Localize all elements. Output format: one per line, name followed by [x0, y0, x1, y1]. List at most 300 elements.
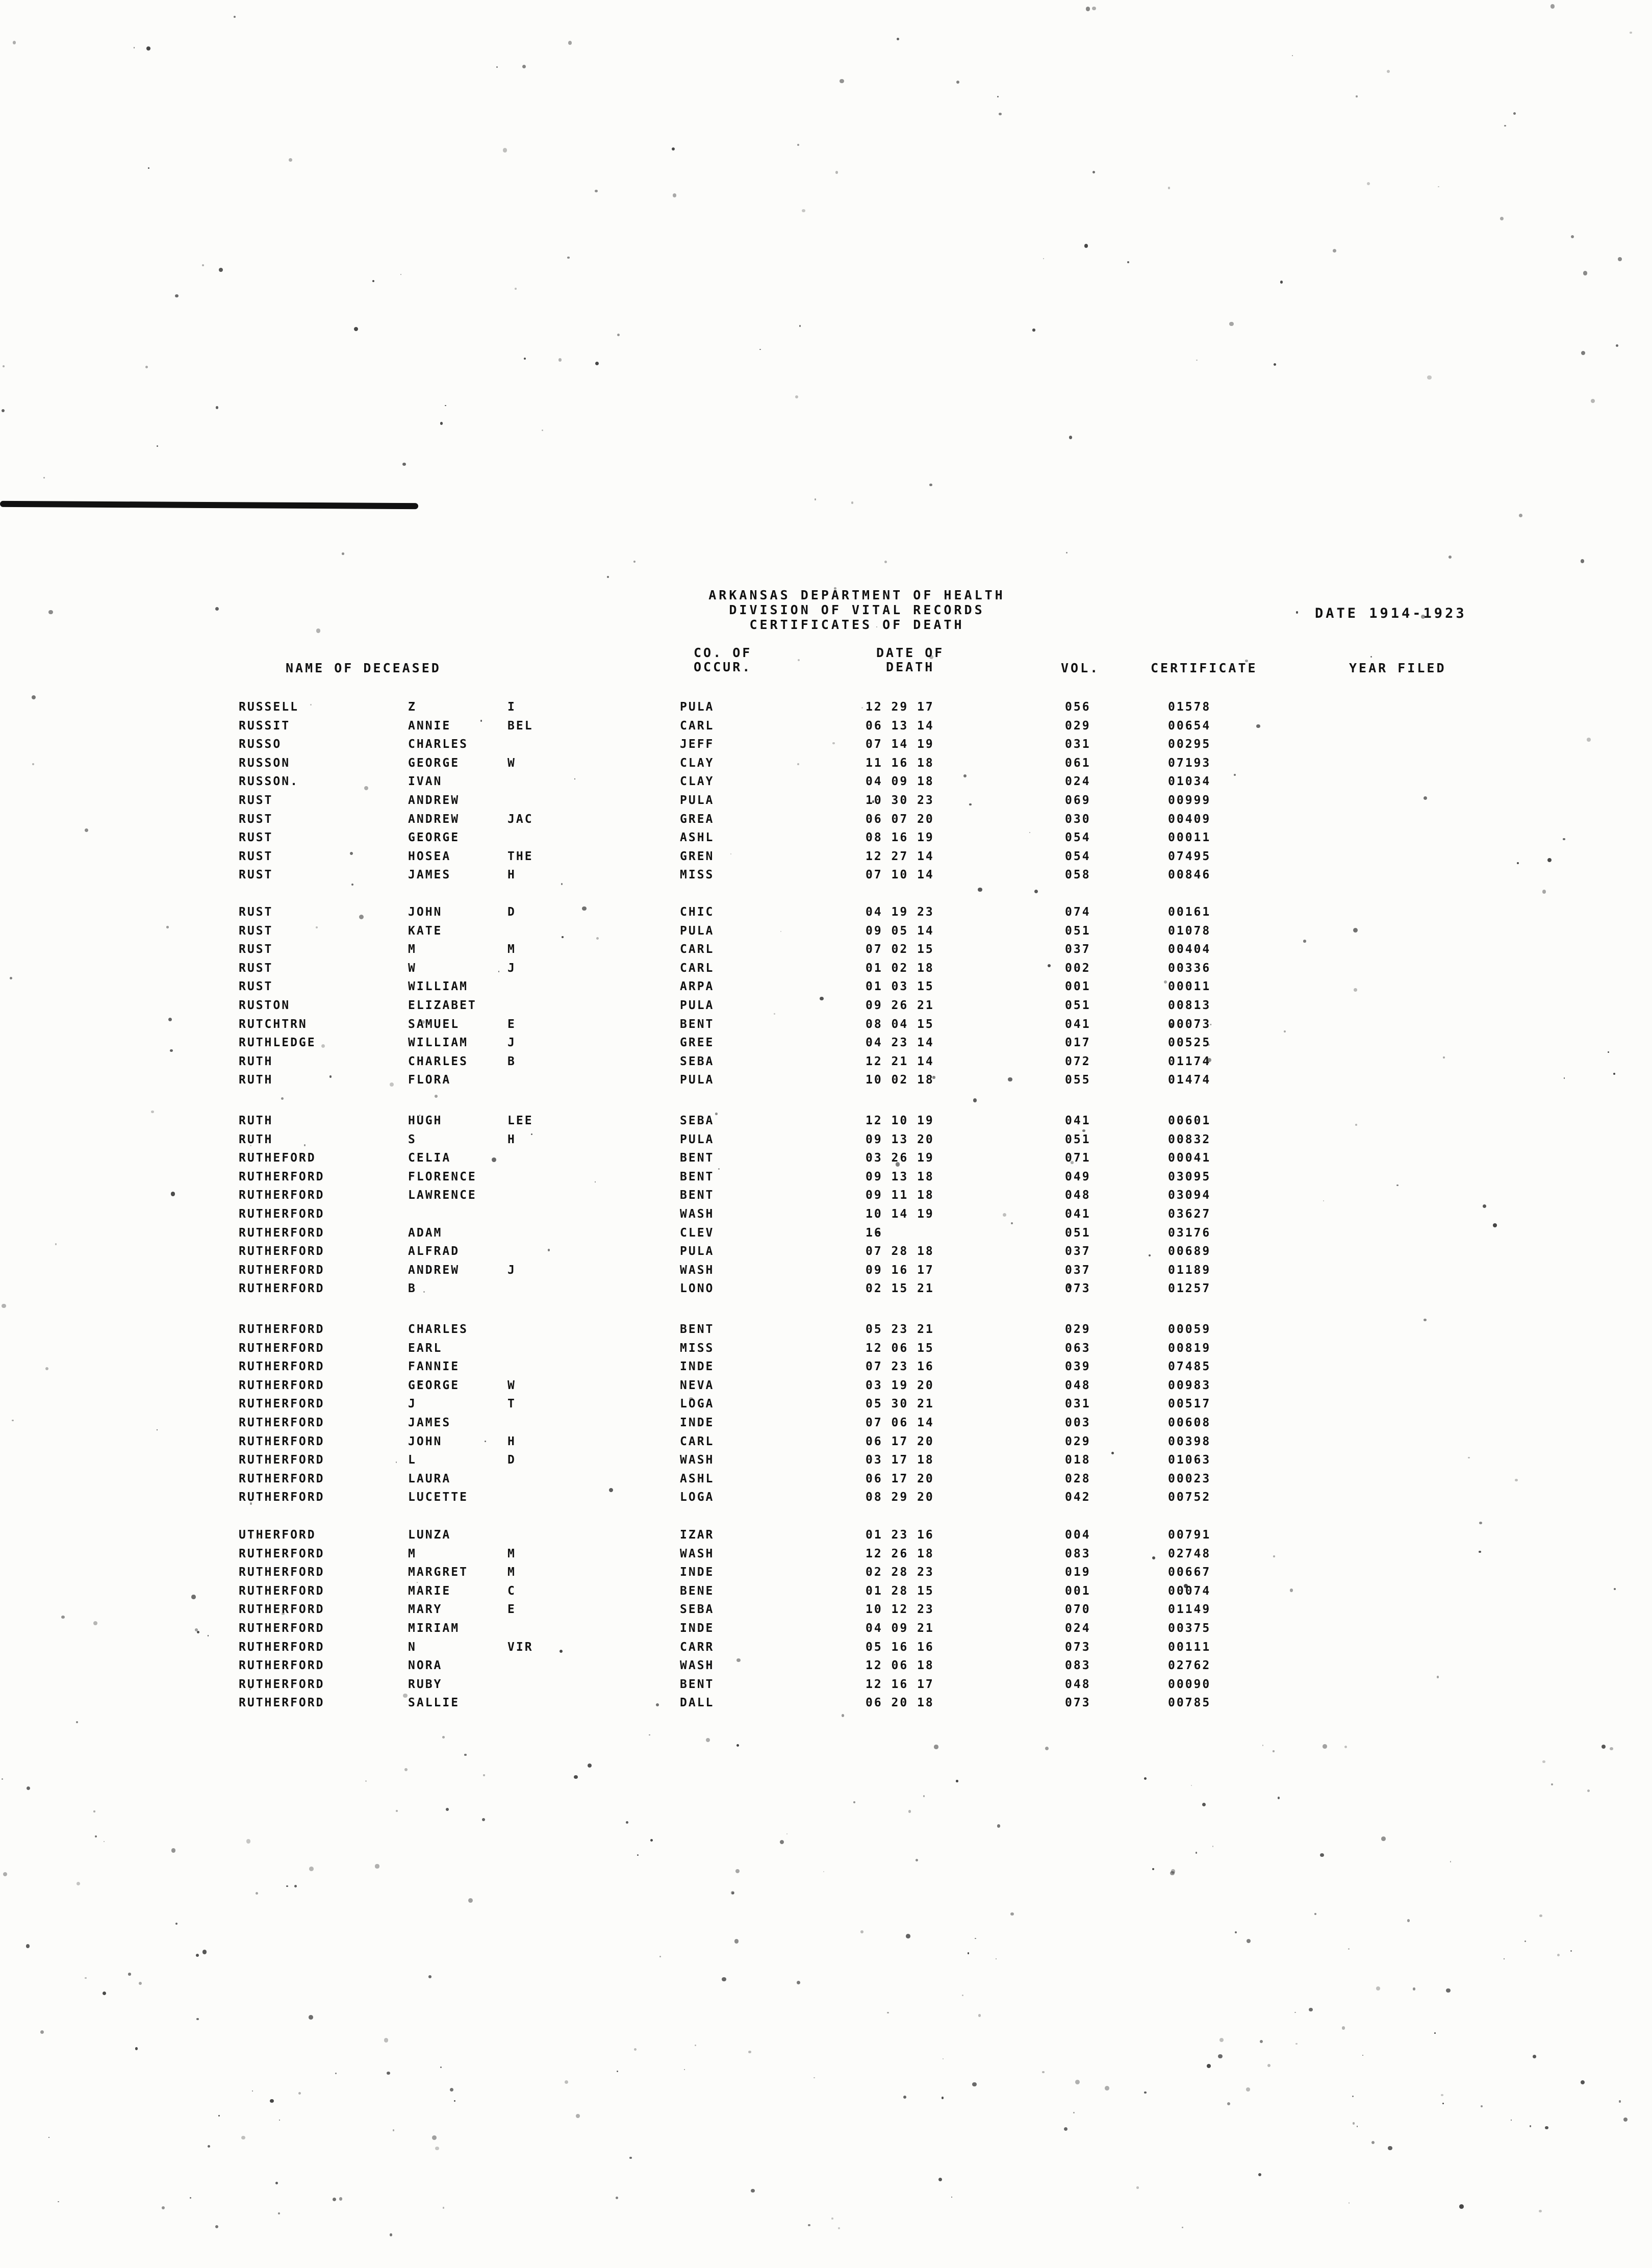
cell-vol: 083 [1065, 1547, 1091, 1560]
cell-vol: 074 [1065, 905, 1091, 919]
cell-vol: 058 [1065, 868, 1091, 882]
cell-county: PULA [680, 700, 715, 714]
cell-county: MISS [680, 1341, 715, 1355]
cell-vol: 037 [1065, 1245, 1091, 1258]
cell-date: 11 16 18 [866, 756, 934, 770]
cell-first: ELIZABET [408, 999, 477, 1012]
cell-first: ANDREW [408, 794, 460, 807]
cell-date: 08 29 20 [866, 1491, 934, 1504]
cell-first: HOSEA [408, 849, 451, 863]
cell-cert: 03627 [1168, 1207, 1211, 1221]
cell-first: Z [408, 700, 417, 714]
cell-date: 02 15 21 [866, 1282, 934, 1296]
cell-first: MARGRET [408, 1566, 468, 1579]
cell-mid: E [507, 1603, 516, 1617]
cell-vol: 028 [1065, 1472, 1091, 1485]
cell-cert: 02748 [1168, 1547, 1211, 1560]
cell-mid: J [507, 1263, 516, 1277]
cell-cert: 03176 [1168, 1226, 1211, 1240]
cell-vol: 018 [1065, 1453, 1091, 1467]
cell-date: 12 06 15 [866, 1341, 934, 1355]
cell-last: RUST [239, 812, 273, 826]
cell-mid: H [507, 868, 516, 882]
cell-mid: C [507, 1584, 516, 1598]
cell-cert: 00752 [1168, 1491, 1211, 1504]
cell-cert: 07485 [1168, 1360, 1211, 1374]
cell-vol: 051 [1065, 999, 1091, 1012]
cell-date: 05 16 16 [866, 1640, 934, 1654]
cell-last: RUSSON. [239, 775, 299, 789]
cell-mid: E [507, 1017, 516, 1031]
cell-first: ANNIE [408, 719, 451, 733]
cell-last: RUTHERFORD [239, 1245, 325, 1258]
cell-county: CHIC [680, 905, 715, 919]
cell-vol: 002 [1065, 961, 1091, 975]
cell-last: RUTHERFORD [239, 1416, 325, 1429]
cell-date: 01 02 18 [866, 961, 934, 975]
cell-county: BENT [680, 1189, 715, 1202]
cell-last: RUTHERFORD [239, 1603, 325, 1617]
cell-county: INDE [680, 1416, 715, 1429]
cell-county: CARL [680, 943, 715, 956]
cell-first: ALFRAD [408, 1245, 460, 1258]
cell-last: RUTH [239, 1073, 273, 1087]
cell-vol: 055 [1065, 1073, 1091, 1087]
cell-vol: 054 [1065, 849, 1091, 863]
date-range: DATE 1914-1923 [1315, 606, 1467, 621]
cell-date: 07 28 18 [866, 1245, 934, 1258]
header-line-1: ARKANSAS DEPARTMENT OF HEALTH [708, 588, 1005, 602]
cell-cert: 07495 [1168, 849, 1211, 863]
cell-last: RUTCHTRN [239, 1017, 308, 1031]
cell-first: W [408, 961, 417, 975]
cell-date: 06 17 20 [866, 1434, 934, 1448]
cell-county: CLAY [680, 775, 715, 789]
cell-last: RUTHERFORD [239, 1677, 325, 1691]
cell-cert: 00023 [1168, 1472, 1211, 1485]
cell-mid: M [507, 1547, 516, 1560]
cell-first: KATE [408, 924, 443, 938]
cell-cert: 00517 [1168, 1397, 1211, 1411]
cell-cert: 00813 [1168, 999, 1211, 1012]
cell-cert: 00525 [1168, 1036, 1211, 1050]
cell-date: 07 02 15 [866, 943, 934, 956]
cell-last: RUSSIT [239, 719, 291, 733]
scan-artifact-line [0, 501, 418, 509]
cell-county: BENT [680, 1323, 715, 1336]
cell-last: RUTHERFORD [239, 1566, 325, 1579]
cell-vol: 069 [1065, 794, 1091, 807]
cell-date: 04 09 18 [866, 775, 934, 789]
cell-vol: 048 [1065, 1378, 1091, 1392]
cell-mid: JAC [507, 812, 533, 826]
cell-county: SEBA [680, 1114, 715, 1127]
cell-vol: 042 [1065, 1491, 1091, 1504]
cell-date: 12 10 19 [866, 1114, 934, 1127]
cell-vol: 004 [1065, 1528, 1091, 1542]
cell-date: 01 03 15 [866, 980, 934, 994]
cell-first: JAMES [408, 868, 451, 882]
cell-date: 01 28 15 [866, 1584, 934, 1598]
cell-cert: 07193 [1168, 756, 1211, 770]
cell-last: RUTHERFORD [239, 1622, 325, 1635]
cell-county: JEFF [680, 738, 715, 751]
cell-first: JAMES [408, 1416, 451, 1429]
column-header-county-line-1: CO. OF [694, 645, 752, 660]
cell-cert: 00654 [1168, 719, 1211, 733]
cell-cert: 02762 [1168, 1659, 1211, 1673]
cell-county: INDE [680, 1566, 715, 1579]
cell-first: GEORGE [408, 756, 460, 770]
cell-first: EARL [408, 1341, 443, 1355]
cell-date: 12 26 18 [866, 1547, 934, 1560]
cell-vol: 031 [1065, 738, 1091, 751]
cell-first: WILLIAM [408, 980, 468, 994]
cell-vol: 083 [1065, 1659, 1091, 1673]
cell-cert: 00111 [1168, 1640, 1211, 1654]
cell-first: ANDREW [408, 812, 460, 826]
cell-last: RUST [239, 980, 273, 994]
cell-last: RUTHERFORD [239, 1640, 325, 1654]
cell-county: LONO [680, 1282, 715, 1296]
cell-date: 03 19 20 [866, 1378, 934, 1392]
cell-date: 02 28 23 [866, 1566, 934, 1579]
column-header-date-line-2: DEATH [886, 660, 935, 674]
cell-first: J [408, 1397, 417, 1411]
cell-last: RUTHEFORD [239, 1151, 316, 1165]
cell-vol: 030 [1065, 812, 1091, 826]
cell-date: 10 30 23 [866, 794, 934, 807]
cell-vol: 001 [1065, 980, 1091, 994]
cell-date: 04 23 14 [866, 1036, 934, 1050]
cell-last: RUTHERFORD [239, 1189, 325, 1202]
cell-vol: 073 [1065, 1640, 1091, 1654]
cell-mid: H [507, 1434, 516, 1448]
cell-last: RUST [239, 831, 273, 845]
cell-mid: M [507, 943, 516, 956]
cell-cert: 01034 [1168, 775, 1211, 789]
cell-date: 05 23 21 [866, 1323, 934, 1336]
cell-vol: 073 [1065, 1696, 1091, 1710]
cell-cert: 01474 [1168, 1073, 1211, 1087]
cell-last: RUTHERFORD [239, 1491, 325, 1504]
cell-county: PULA [680, 1132, 715, 1146]
cell-mid: W [507, 756, 516, 770]
cell-first: GEORGE [408, 1378, 460, 1392]
column-header-date [876, 646, 944, 674]
cell-cert: 01257 [1168, 1282, 1211, 1296]
cell-county: INDE [680, 1360, 715, 1374]
cell-date: 07 10 14 [866, 868, 934, 882]
cell-date: 04 09 21 [866, 1622, 934, 1635]
cell-first: LAURA [408, 1472, 451, 1485]
cell-vol: 024 [1065, 1622, 1091, 1635]
cell-county: ASHL [680, 1472, 715, 1485]
cell-vol: 041 [1065, 1017, 1091, 1031]
cell-county: IZAR [680, 1528, 715, 1542]
cell-date: 01 23 16 [866, 1528, 934, 1542]
cell-last: RUTHERFORD [239, 1659, 325, 1673]
cell-county: BENT [680, 1151, 715, 1165]
cell-first: NORA [408, 1659, 443, 1673]
cell-first: M [408, 943, 417, 956]
cell-cert: 00785 [1168, 1696, 1211, 1710]
cell-mid: M [507, 1566, 516, 1579]
cell-vol: 048 [1065, 1189, 1091, 1202]
cell-last: RUTHERFORD [239, 1170, 325, 1183]
cell-vol: 072 [1065, 1054, 1091, 1068]
cell-first: S [408, 1132, 417, 1146]
cell-date: 06 20 18 [866, 1696, 934, 1710]
cell-vol: 054 [1065, 831, 1091, 845]
cell-last: RUTHERFORD [239, 1341, 325, 1355]
cell-last: RUTHERFORD [239, 1434, 325, 1448]
cell-county: CLAY [680, 756, 715, 770]
cell-vol: 017 [1065, 1036, 1091, 1050]
cell-county: WASH [680, 1263, 715, 1277]
cell-first: CHARLES [408, 1054, 468, 1068]
cell-county: CARL [680, 1434, 715, 1448]
cell-vol: 051 [1065, 1226, 1091, 1240]
cell-last: RUTHERFORD [239, 1453, 325, 1467]
cell-vol: 029 [1065, 719, 1091, 733]
cell-cert: 00689 [1168, 1245, 1211, 1258]
cell-date: 08 16 19 [866, 831, 934, 845]
cell-mid: LEE [507, 1114, 533, 1127]
cell-county: PULA [680, 1073, 715, 1087]
cell-cert: 01149 [1168, 1603, 1211, 1617]
cell-last: RUTH [239, 1114, 273, 1127]
column-header-county-line-2: OCCUR. [694, 660, 752, 674]
cell-mid: BEL [507, 719, 533, 733]
cell-cert: 00011 [1168, 831, 1211, 845]
cell-last: RUTHERFORD [239, 1207, 325, 1221]
cell-cert: 00819 [1168, 1341, 1211, 1355]
cell-first: FANNIE [408, 1360, 460, 1374]
cell-date: 09 05 14 [866, 924, 934, 938]
column-header-certificate: CERTIFICATE [1151, 661, 1258, 675]
cell-first: CHARLES [408, 1323, 468, 1336]
cell-first: MARY [408, 1603, 443, 1617]
cell-date: 09 16 17 [866, 1263, 934, 1277]
cell-first: N [408, 1640, 417, 1654]
column-header-year-filed: YEAR FILED [1349, 661, 1446, 675]
cell-date: 06 13 14 [866, 719, 934, 733]
cell-vol: 037 [1065, 943, 1091, 956]
cell-last: RUTHERFORD [239, 1282, 325, 1296]
cell-cert: 00846 [1168, 868, 1211, 882]
cell-county: DALL [680, 1696, 715, 1710]
cell-county: PULA [680, 999, 715, 1012]
cell-county: LOGA [680, 1491, 715, 1504]
cell-cert: 00791 [1168, 1528, 1211, 1542]
header-line-2: DIVISION OF VITAL RECORDS [729, 602, 985, 617]
cell-mid: D [507, 1453, 516, 1467]
cell-mid: THE [507, 849, 533, 863]
cell-first: JOHN [408, 905, 443, 919]
cell-mid: W [507, 1378, 516, 1392]
cell-county: WASH [680, 1453, 715, 1467]
cell-cert: 00832 [1168, 1132, 1211, 1146]
cell-first: CELIA [408, 1151, 451, 1165]
cell-date: 09 26 21 [866, 999, 934, 1012]
cell-last: RUTHERFORD [239, 1226, 325, 1240]
cell-vol: 031 [1065, 1397, 1091, 1411]
cell-first: SALLIE [408, 1696, 460, 1710]
column-header-vol: VOL. [1061, 661, 1100, 675]
cell-first: HUGH [408, 1114, 443, 1127]
cell-last: RUTHERFORD [239, 1323, 325, 1336]
cell-date: 03 17 18 [866, 1453, 934, 1467]
cell-first: IVAN [408, 775, 443, 789]
cell-first: FLORA [408, 1073, 451, 1087]
cell-date: 09 13 18 [866, 1170, 934, 1183]
cell-vol: 070 [1065, 1603, 1091, 1617]
cell-last: RUST [239, 868, 273, 882]
cell-first: M [408, 1547, 417, 1560]
cell-county: CARL [680, 719, 715, 733]
cell-vol: 001 [1065, 1584, 1091, 1598]
cell-vol: 051 [1065, 924, 1091, 938]
cell-county: BENE [680, 1584, 715, 1598]
cell-vol: 063 [1065, 1341, 1091, 1355]
cell-vol: 071 [1065, 1151, 1091, 1165]
cell-date: 04 19 23 [866, 905, 934, 919]
cell-date: 12 06 18 [866, 1659, 934, 1673]
cell-last: RUTHERFORD [239, 1547, 325, 1560]
cell-vol: 061 [1065, 756, 1091, 770]
cell-last: RUST [239, 924, 273, 938]
cell-first: MIRIAM [408, 1622, 460, 1635]
cell-date: 03 26 19 [866, 1151, 934, 1165]
cell-cert: 01189 [1168, 1263, 1211, 1277]
cell-county: PULA [680, 1245, 715, 1258]
cell-date: 08 04 15 [866, 1017, 934, 1031]
cell-cert: 00074 [1168, 1584, 1211, 1598]
cell-mid: I [507, 700, 516, 714]
cell-first: WILLIAM [408, 1036, 468, 1050]
cell-last: RUTHERFORD [239, 1360, 325, 1374]
cell-last: RUSSO [239, 738, 282, 751]
cell-last: RUTH [239, 1132, 273, 1146]
cell-last: RUTHLEDGE [239, 1036, 316, 1050]
cell-date: 06 07 20 [866, 812, 934, 826]
cell-mid: D [507, 905, 516, 919]
cell-date: 12 29 17 [866, 700, 934, 714]
cell-county: SEBA [680, 1603, 715, 1617]
cell-date: 07 14 19 [866, 738, 934, 751]
cell-first: LUCETTE [408, 1491, 468, 1504]
cell-last: RUST [239, 794, 273, 807]
cell-county: GREA [680, 812, 715, 826]
cell-county: BENT [680, 1017, 715, 1031]
cell-cert: 03094 [1168, 1189, 1211, 1202]
cell-first: LAWRENCE [408, 1189, 477, 1202]
cell-cert: 01063 [1168, 1453, 1211, 1467]
cell-date: 16 [866, 1226, 883, 1240]
cell-date: 10 14 19 [866, 1207, 934, 1221]
cell-cert: 01078 [1168, 924, 1211, 938]
cell-cert: 01578 [1168, 700, 1211, 714]
header-line-3: CERTIFICATES OF DEATH [749, 617, 964, 632]
cell-first: RUBY [408, 1677, 443, 1691]
cell-cert: 00161 [1168, 905, 1211, 919]
cell-county: WASH [680, 1659, 715, 1673]
cell-last: RUST [239, 905, 273, 919]
cell-date: 05 30 21 [866, 1397, 934, 1411]
cell-last: RUTHERFORD [239, 1378, 325, 1392]
cell-cert: 00409 [1168, 812, 1211, 826]
cell-last: RUSSELL [239, 700, 299, 714]
cell-mid: J [507, 961, 516, 975]
cell-county: MISS [680, 868, 715, 882]
cell-county: WASH [680, 1207, 715, 1221]
cell-date: 10 12 23 [866, 1603, 934, 1617]
cell-county: WASH [680, 1547, 715, 1560]
cell-date: 09 13 20 [866, 1132, 934, 1146]
cell-vol: 039 [1065, 1360, 1091, 1374]
cell-cert: 00336 [1168, 961, 1211, 975]
cell-county: NEVA [680, 1378, 715, 1392]
cell-first: SAMUEL [408, 1017, 460, 1031]
cell-vol: 049 [1065, 1170, 1091, 1183]
cell-date: 07 23 16 [866, 1360, 934, 1374]
cell-date: 09 11 18 [866, 1189, 934, 1202]
cell-cert: 01174 [1168, 1054, 1211, 1068]
cell-date: 12 21 14 [866, 1054, 934, 1068]
cell-vol: 041 [1065, 1114, 1091, 1127]
cell-first: FLORENCE [408, 1170, 477, 1183]
cell-last: RUTHERFORD [239, 1696, 325, 1710]
cell-vol: 056 [1065, 700, 1091, 714]
cell-mid: T [507, 1397, 516, 1411]
cell-county: SEBA [680, 1054, 715, 1068]
cell-date: 06 17 20 [866, 1472, 934, 1485]
cell-date: 12 16 17 [866, 1677, 934, 1691]
cell-cert: 00073 [1168, 1017, 1211, 1031]
cell-county: BENT [680, 1677, 715, 1691]
cell-mid: J [507, 1036, 516, 1050]
cell-cert: 00601 [1168, 1114, 1211, 1127]
cell-cert: 00011 [1168, 980, 1211, 994]
cell-county: LOGA [680, 1397, 715, 1411]
cell-last: RUST [239, 961, 273, 975]
column-header-date-line-1: DATE OF [876, 645, 945, 660]
column-header-name: NAME OF DECEASED [286, 661, 441, 675]
cell-cert: 00608 [1168, 1416, 1211, 1429]
cell-cert: 03095 [1168, 1170, 1211, 1183]
cell-cert: 00041 [1168, 1151, 1211, 1165]
cell-first: LUNZA [408, 1528, 451, 1542]
cell-county: INDE [680, 1622, 715, 1635]
cell-county: BENT [680, 1170, 715, 1183]
cell-cert: 00059 [1168, 1323, 1211, 1336]
cell-vol: 041 [1065, 1207, 1091, 1221]
cell-last: RUTHERFORD [239, 1263, 325, 1277]
cell-first: CHARLES [408, 738, 468, 751]
cell-last: RUSTON [239, 999, 291, 1012]
cell-vol: 003 [1065, 1416, 1091, 1429]
cell-cert: 00375 [1168, 1622, 1211, 1635]
cell-county: CARL [680, 961, 715, 975]
cell-last: RUTHERFORD [239, 1472, 325, 1485]
cell-cert: 00398 [1168, 1434, 1211, 1448]
cell-vol: 073 [1065, 1282, 1091, 1296]
cell-first: ANDREW [408, 1263, 460, 1277]
cell-date: 10 02 18 [866, 1073, 934, 1087]
cell-county: CARR [680, 1640, 715, 1654]
cell-last: RUTHERFORD [239, 1397, 325, 1411]
